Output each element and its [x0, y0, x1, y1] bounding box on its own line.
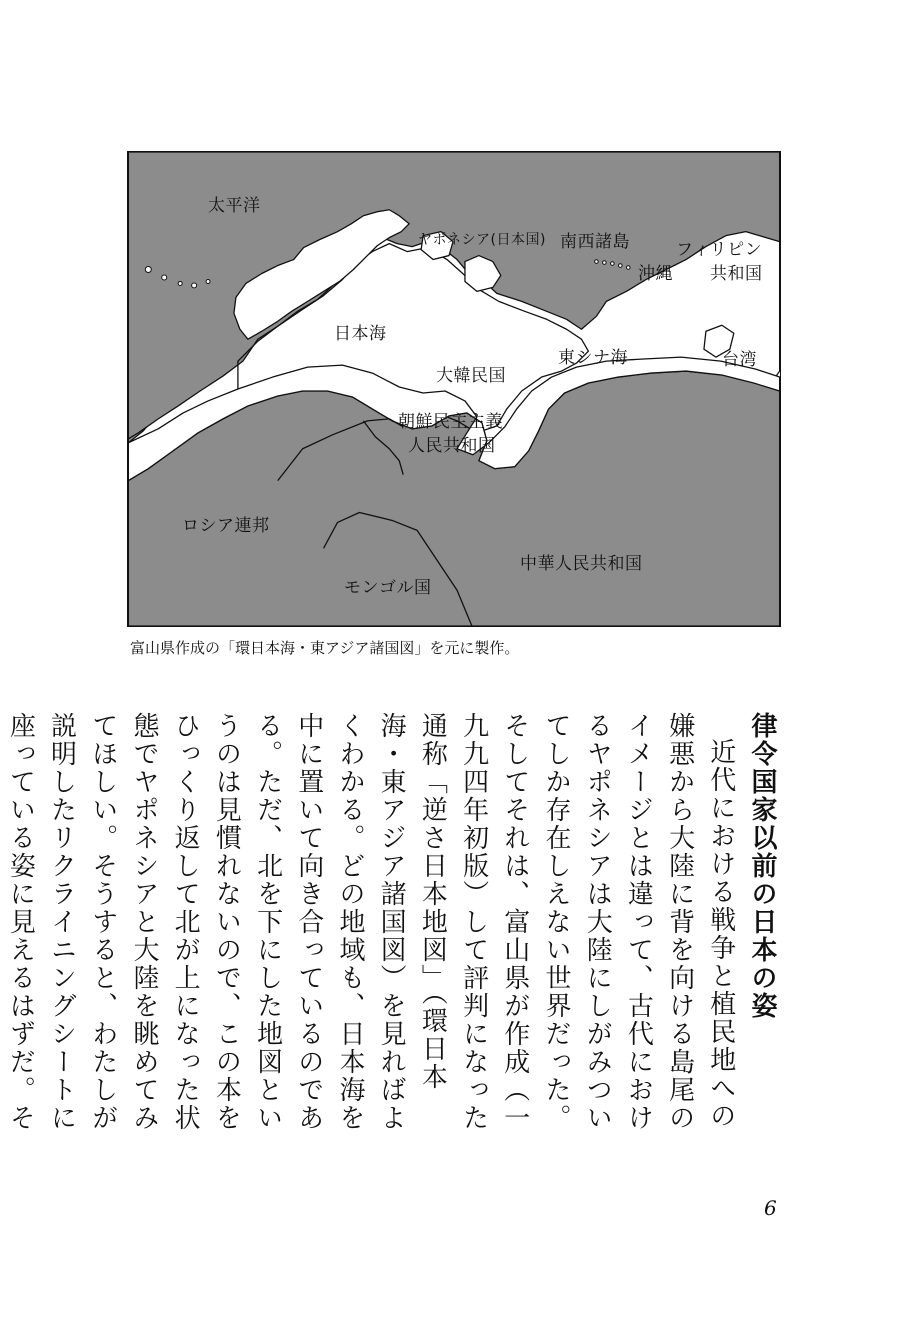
page-number: 6 — [764, 1196, 777, 1220]
label-philippines-2: 共和国 — [710, 264, 763, 284]
label-nansei: 南西諸島 — [560, 232, 630, 252]
map-figure — [127, 151, 781, 627]
label-philippines-1: フィリピン — [676, 240, 763, 260]
map-caption: 富山県作成の「環日本海・東アジア諸国図」を元に製作。 — [130, 639, 520, 657]
article-heading: 律令国家以前の日本の姿 — [747, 712, 777, 1020]
label-east-china-sea: 東シナ海 — [558, 348, 628, 368]
label-pacific: 太平洋 — [208, 196, 261, 216]
article-body — [5, 712, 782, 1142]
label-china: 中華人民共和国 — [520, 554, 643, 574]
article-paragraph: 近代における戦争と植民地への嫌悪から大陸に背を向ける島尾のイメージとは違って、古代におけるヤポネシアは大陸にしがみついてしか存在しえない世界だった。そしてそれは、富山県が作成（一九九四年初版）して評判になった通称「逆さ日本地図」（環日本海・東アジア諸国図）を見ればよくわかる。どの地域も、日本海を中に置いて向き合っているのである。ただ、北を下にした地図というのは見慣れないので、この本をひっくり返して北が上になった状態でヤポネシアと大陸を眺めてみてほしい。そうすると、わたしが説明したリクライニングシートに座っている姿に見えるはずだ。そ — [5, 712, 736, 1132]
label-russia: ロシア連邦 — [182, 516, 270, 536]
label-dprk-1: 朝鮮民主主義 — [398, 412, 503, 432]
label-mongolia: モンゴル国 — [344, 578, 432, 598]
label-okinawa: 沖縄 — [638, 264, 673, 284]
map-graphic — [128, 152, 780, 626]
label-korea: 大韓民国 — [436, 366, 506, 386]
label-dprk-2: 人民共和国 — [408, 436, 496, 456]
label-sea-of-japan: 日本海 — [334, 324, 387, 344]
label-yaponesia: ヤポネシア(日本国) — [418, 232, 546, 248]
label-taiwan: 台湾 — [722, 350, 757, 370]
